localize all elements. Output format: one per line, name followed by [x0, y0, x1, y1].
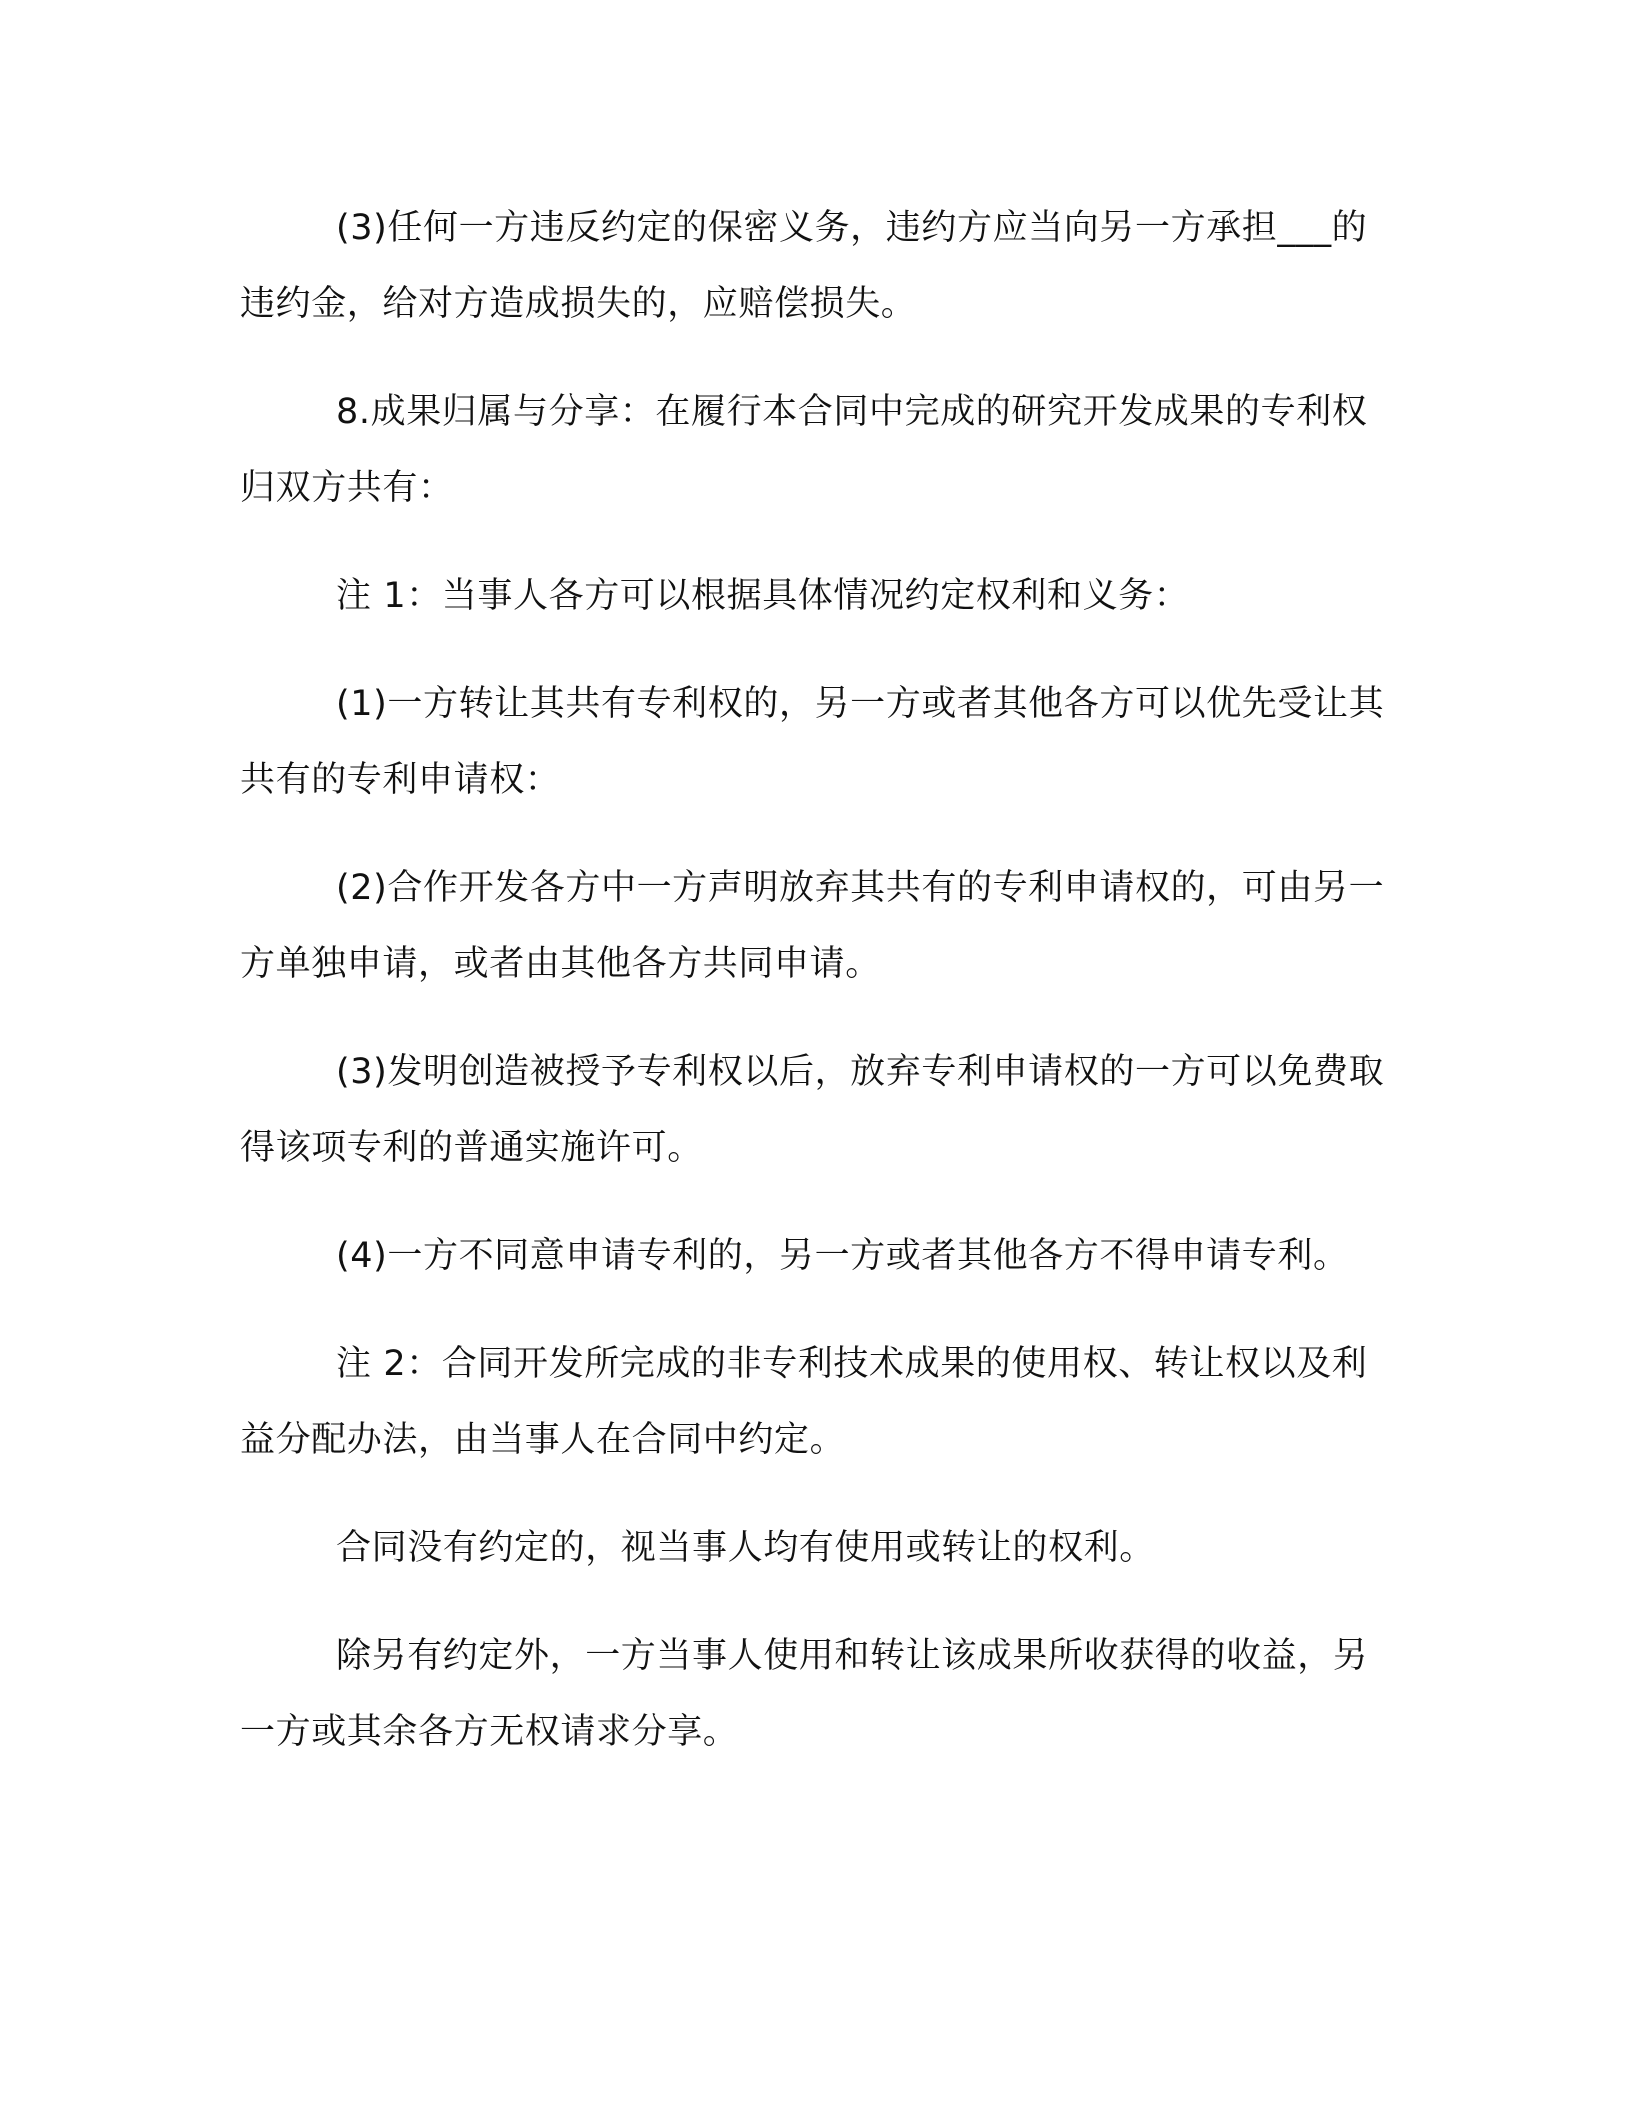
- paragraph-result-ownership: 8.成果归属与分享：在履行本合同中完成的研究开发成果的专利权归双方共有：: [240, 392, 1368, 508]
- paragraph-note-2: 注 2：合同开发所完成的非专利技术成果的使用权、转让权以及利益分配办法，由当事人在合同中约定。: [240, 1344, 1368, 1460]
- paragraph-item-3: (3)发明创造被授予专利权以后，放弃专利申请权的一方可以免费取得该项专利的普通实施许可。: [240, 1052, 1385, 1168]
- paragraph-revenue-sharing: 除另有约定外，一方当事人使用和转让该成果所收获得的收益，另一方或其余各方无权请求分享。: [240, 1636, 1369, 1752]
- paragraph-item-4: (4)一方不同意申请专利的，另一方或者其他各方不得申请专利。: [336, 1236, 1349, 1276]
- paragraph-note-1: 注 1：当事人各方可以根据具体情况约定权利和义务：: [336, 576, 1190, 616]
- document-body: [240, 190, 1390, 1802]
- paragraph-confidentiality-penalty: (3)任何一方违反约定的保密义务，违约方应当向另一方承担___的违约金，给对方造成损失的，应赔偿损失。: [240, 208, 1368, 324]
- paragraph-item-2: (2)合作开发各方中一方声明放弃其共有的专利申请权的，可由另一方单独申请，或者由其他各方共同申请。: [240, 868, 1385, 984]
- paragraph-no-agreement: 合同没有约定的，视当事人均有使用或转让的权利。: [336, 1528, 1155, 1568]
- paragraph-item-1: (1)一方转让其共有专利权的，另一方或者其他各方可以优先受让其共有的专利申请权：: [240, 684, 1385, 800]
